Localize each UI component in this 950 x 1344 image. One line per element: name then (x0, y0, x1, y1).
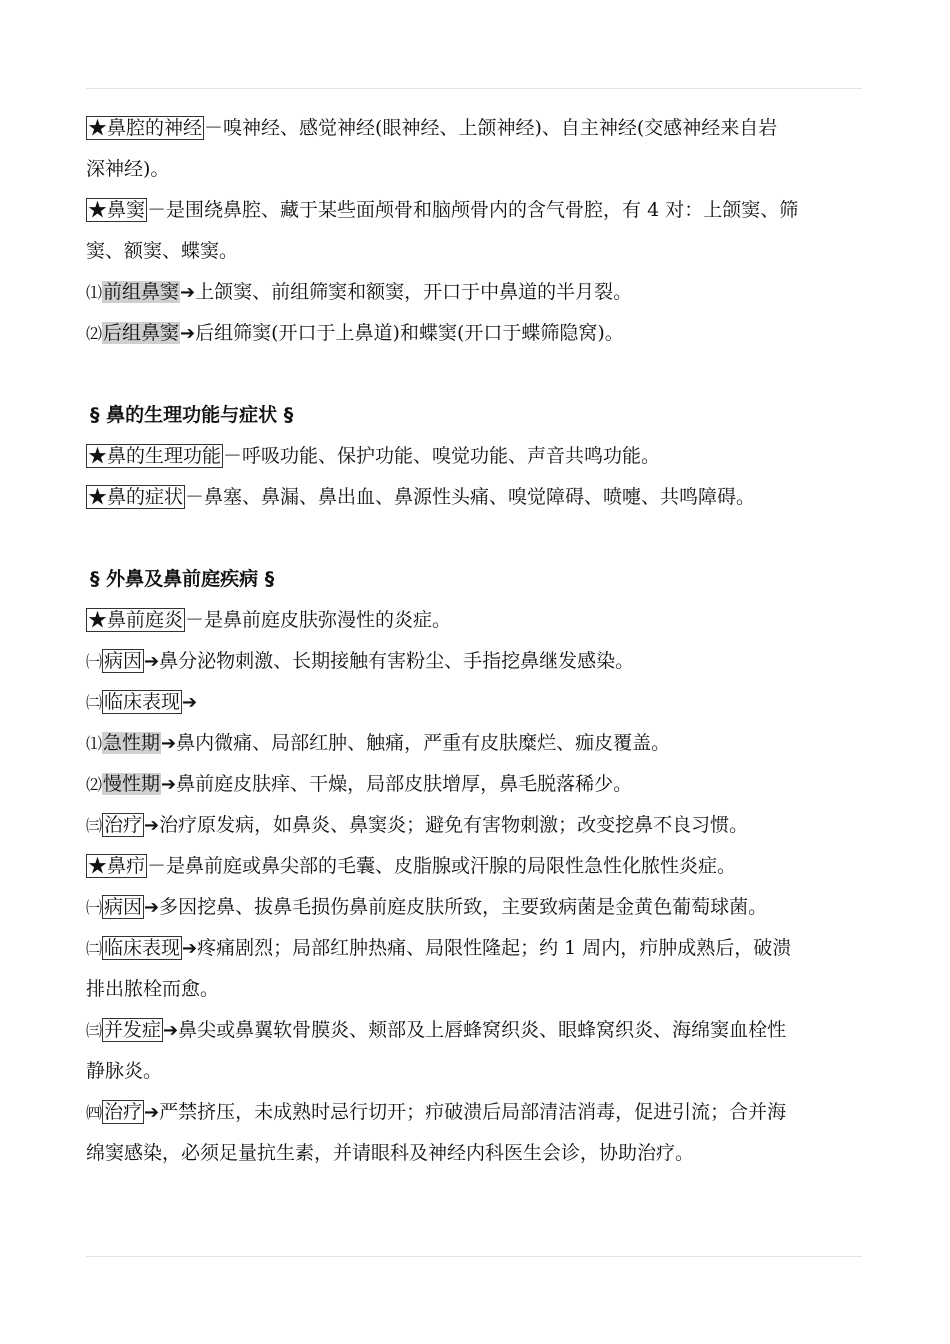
definition-text: 鼻尖或鼻翼软骨膜炎、颊部及上唇蜂窝织炎、眼蜂窝织炎、海绵窦血栓性 (178, 1019, 787, 1041)
item-number: ⑵ (86, 324, 103, 343)
definition-text: 呼吸功能、保护功能、嗅觉功能、声音共鸣功能。 (242, 445, 661, 467)
definition-line (86, 190, 862, 231)
definition-line (86, 600, 862, 641)
boxed-term: ★鼻前庭炎 (88, 609, 184, 631)
definition-line (86, 272, 862, 313)
definition-text: 是围绕鼻腔、藏于某些面颅骨和脑颅骨内的含气骨腔，有 4 对：上颌窦、筛 (166, 199, 799, 221)
definition-text: 是鼻前庭或鼻尖部的毛囊、皮脂腺或汗腺的局限性急性化脓性炎症。 (166, 855, 737, 877)
item-number: ㈢ (86, 1021, 103, 1040)
definition-line (86, 846, 862, 887)
boxed-term: 病因 (104, 650, 143, 672)
definition-text: 鼻内微痛、局部红肿、触痛，严重有皮肤糜烂、痂皮覆盖。 (176, 732, 671, 754)
paragraph-continuation: 深神经)。 (86, 158, 170, 180)
item-number: ⑴ (86, 734, 103, 753)
boxed-term: ★鼻腔的神经 (88, 117, 203, 139)
arrow-icon: ➔ (182, 938, 198, 959)
boxed-term: ★鼻的生理功能 (88, 445, 222, 467)
arrow-icon: ➔ (163, 1020, 179, 1041)
definition-text: 上颌窦、前组筛窦和额窦，开口于中鼻道的半月裂。 (195, 281, 633, 303)
paragraph-continuation: 窦、额窦、蝶窦。 (86, 240, 239, 262)
definition-line (86, 682, 862, 723)
highlighted-term: 后组鼻窦 (103, 322, 180, 344)
definition-line (86, 805, 862, 846)
highlighted-term: 急性期 (103, 732, 161, 754)
definition-text: 严禁挤压，未成熟时忌行切开；疖破溃后局部清洁消毒，促进引流；合并海 (159, 1101, 787, 1123)
paragraph-continuation: 静脉炎。 (86, 1060, 163, 1082)
spacer (86, 354, 862, 395)
boxed-term: 并发症 (104, 1019, 162, 1041)
boxed-term: 临床表现 (104, 937, 181, 959)
arrow-icon: ➔ (144, 897, 160, 918)
spacer (86, 518, 862, 559)
dash-separator: － (185, 486, 205, 508)
item-number: ⑵ (86, 775, 103, 794)
boxed-term: ★鼻的症状 (88, 486, 184, 508)
definition-text: 后组筛窦(开口于上鼻道)和蝶窦(开口于蝶筛隐窝)。 (195, 322, 624, 344)
definition-line (86, 928, 862, 969)
paragraph-continuation: 排出脓栓而愈。 (86, 978, 220, 1000)
definition-line (86, 764, 862, 805)
boxed-term: ★鼻疖 (88, 855, 146, 877)
item-number: ㈡ (86, 693, 103, 712)
boxed-term: 临床表现 (104, 691, 181, 713)
definition-line (86, 641, 862, 682)
definition-line (86, 436, 862, 477)
section-heading: § 外鼻及鼻前庭疾病 § (90, 568, 275, 590)
dash-separator: － (223, 445, 243, 467)
definition-line (86, 477, 862, 518)
definition-line (86, 1092, 862, 1133)
paragraph-continuation: 绵窦感染，必须足量抗生素，并请眼科及神经内科医生会诊，协助治疗。 (86, 1142, 695, 1164)
highlighted-term: 前组鼻窦 (103, 281, 180, 303)
definition-line (86, 108, 862, 149)
boxed-term: 治疗 (104, 1101, 143, 1123)
definition-text: 治疗原发病，如鼻炎、鼻窦炎；避免有害物刺激；改变挖鼻不良习惯。 (159, 814, 749, 836)
item-number: ⑴ (86, 283, 103, 302)
definition-text: 是鼻前庭皮肤弥漫性的炎症。 (204, 609, 452, 631)
dash-separator: － (147, 199, 167, 221)
section-heading: § 鼻的生理功能与症状 § (90, 404, 294, 426)
arrow-icon: ➔ (144, 815, 160, 836)
header-rule (86, 88, 862, 89)
arrow-icon: ➔ (180, 323, 196, 344)
definition-line (86, 313, 862, 354)
dash-separator: － (204, 117, 224, 139)
definition-text: 鼻塞、鼻漏、鼻出血、鼻源性头痛、嗅觉障碍、喷嚏、共鸣障碍。 (204, 486, 756, 508)
item-number: ㈠ (86, 652, 103, 671)
arrow-icon: ➔ (144, 1102, 160, 1123)
dash-separator: － (185, 609, 205, 631)
dash-separator: － (147, 855, 167, 877)
item-number: ㈣ (86, 1103, 103, 1122)
definition-text: 嗅神经、感觉神经(眼神经、上颌神经)、自主神经(交感神经来自岩 (223, 117, 778, 139)
definition-line (86, 887, 862, 928)
definition-text: 疼痛剧烈；局部红肿热痛、局限性隆起；约 1 周内，疖肿成熟后，破溃 (197, 937, 792, 959)
arrow-icon: ➔ (161, 774, 177, 795)
arrow-icon: ➔ (180, 282, 196, 303)
definition-text: 鼻前庭皮肤痒、干燥，局部皮肤增厚，鼻毛脱落稀少。 (176, 773, 633, 795)
arrow-icon: ➔ (144, 651, 160, 672)
highlighted-term: 慢性期 (103, 773, 161, 795)
definition-line (86, 723, 862, 764)
definition-text: 鼻分泌物刺激、长期接触有害粉尘、手指挖鼻继发感染。 (159, 650, 635, 672)
footer-rule (86, 1256, 862, 1257)
definition-text: 多因挖鼻、拔鼻毛损伤鼻前庭皮肤所致，主要致病菌是金黄色葡萄球菌。 (159, 896, 768, 918)
item-number: ㈠ (86, 898, 103, 917)
arrow-icon: ➔ (161, 733, 177, 754)
document-body (86, 108, 862, 1174)
item-number: ㈡ (86, 939, 103, 958)
item-number: ㈢ (86, 816, 103, 835)
boxed-term: 病因 (104, 896, 143, 918)
boxed-term: ★鼻窦 (88, 199, 146, 221)
definition-line (86, 1010, 862, 1051)
boxed-term: 治疗 (104, 814, 143, 836)
arrow-icon: ➔ (182, 692, 198, 713)
